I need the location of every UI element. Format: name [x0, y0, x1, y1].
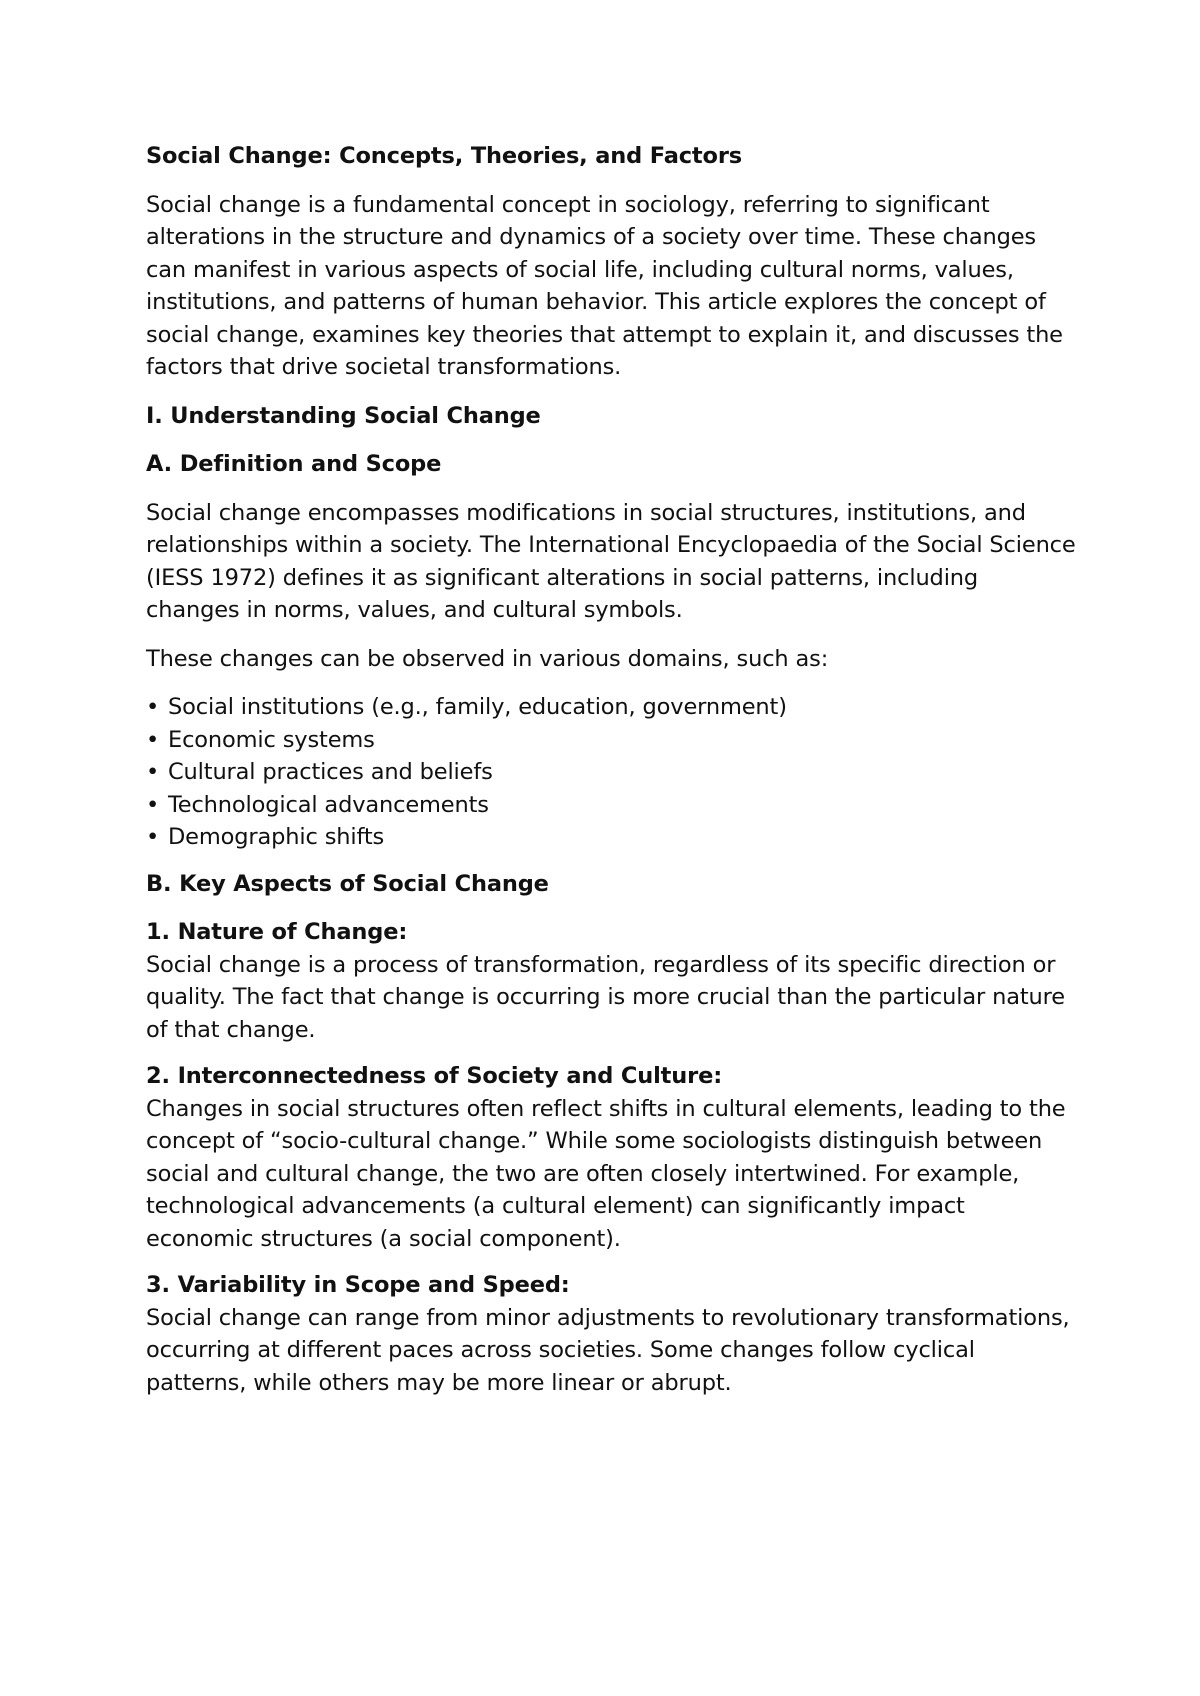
aspect-title: 3. Variability in Scope and Speed:: [146, 1272, 570, 1298]
list-item-text: Social institutions (e.g., family, education, government): [168, 694, 787, 720]
aspect-text: Social change is a process of transformation, regardless of its specific direction or quality. The fact that change is occurring is more crucial than the particular nature of that change.: [146, 951, 1065, 1043]
document-title: Social Change: Concepts, Theories, and Factors: [146, 143, 743, 169]
list-item-text: Demographic shifts: [168, 824, 385, 850]
list-intro: These changes can be observed in various domains, such as:: [146, 645, 829, 672]
definition-paragraph: Social change encompasses modifications in social structures, institutions, and relationships within a society. The International Encyclopaedia of the Social Science (IESS 1972) defines it as significant alterations in social patterns, including changes in norms, values, and cultural symbols.: [146, 499, 1076, 623]
domains-list: [146, 691, 1076, 854]
list-item-text: Economic systems: [168, 726, 375, 753]
subsection-heading-key-aspects: B. Key Aspects of Social Change: [146, 870, 549, 897]
list-item: [146, 691, 1076, 724]
aspect-text: Social change can range from minor adjustments to revolutionary transformations, occurring at different paces across societies. Some changes follow cyclical patterns, while others may be more linear or abrupt.: [146, 1304, 1070, 1396]
list-item: [146, 789, 1076, 822]
bullet-icon: •: [146, 824, 160, 850]
bullet-icon: •: [146, 726, 160, 753]
aspect-title: 2. Interconnectedness of Society and Culture:: [146, 1063, 723, 1089]
aspect-title: 1. Nature of Change:: [146, 919, 408, 945]
list-item-text: Cultural practices and beliefs: [168, 759, 493, 785]
section-heading-understanding: I. Understanding Social Change: [146, 402, 541, 429]
bullet-icon: •: [146, 694, 160, 720]
list-item: [146, 756, 1076, 789]
aspect-interconnectedness: [146, 1060, 1076, 1255]
document-page: [146, 140, 1076, 1413]
intro-paragraph: Social change is a fundamental concept in sociology, referring to significant alterations in the structure and dynamics of a society over time. These changes can manifest in various aspects of social life, including cultural norms, values, institutions, and patterns of human behavior. This article explores the concept of social change, examines key theories that attempt to explain it, and discusses the factors that drive societal transformations.: [146, 191, 1063, 380]
list-item: [146, 821, 1076, 854]
bullet-icon: •: [146, 791, 160, 818]
list-item: [146, 724, 1076, 757]
aspect-variability: [146, 1269, 1076, 1399]
aspect-text: Changes in social structures often reflect shifts in cultural elements, leading to the concept of “socio-cultural change.” While some sociologists distinguish between social and cultural change, the two are often closely intertwined. For example, technological advancements (a cultural element) can significantly impact economic structures (a social component).: [146, 1095, 1066, 1252]
aspect-nature-of-change: [146, 916, 1076, 1046]
list-item-text: Technological advancements: [168, 791, 489, 818]
bullet-icon: •: [146, 759, 160, 785]
subsection-heading-definition: A. Definition and Scope: [146, 451, 442, 477]
